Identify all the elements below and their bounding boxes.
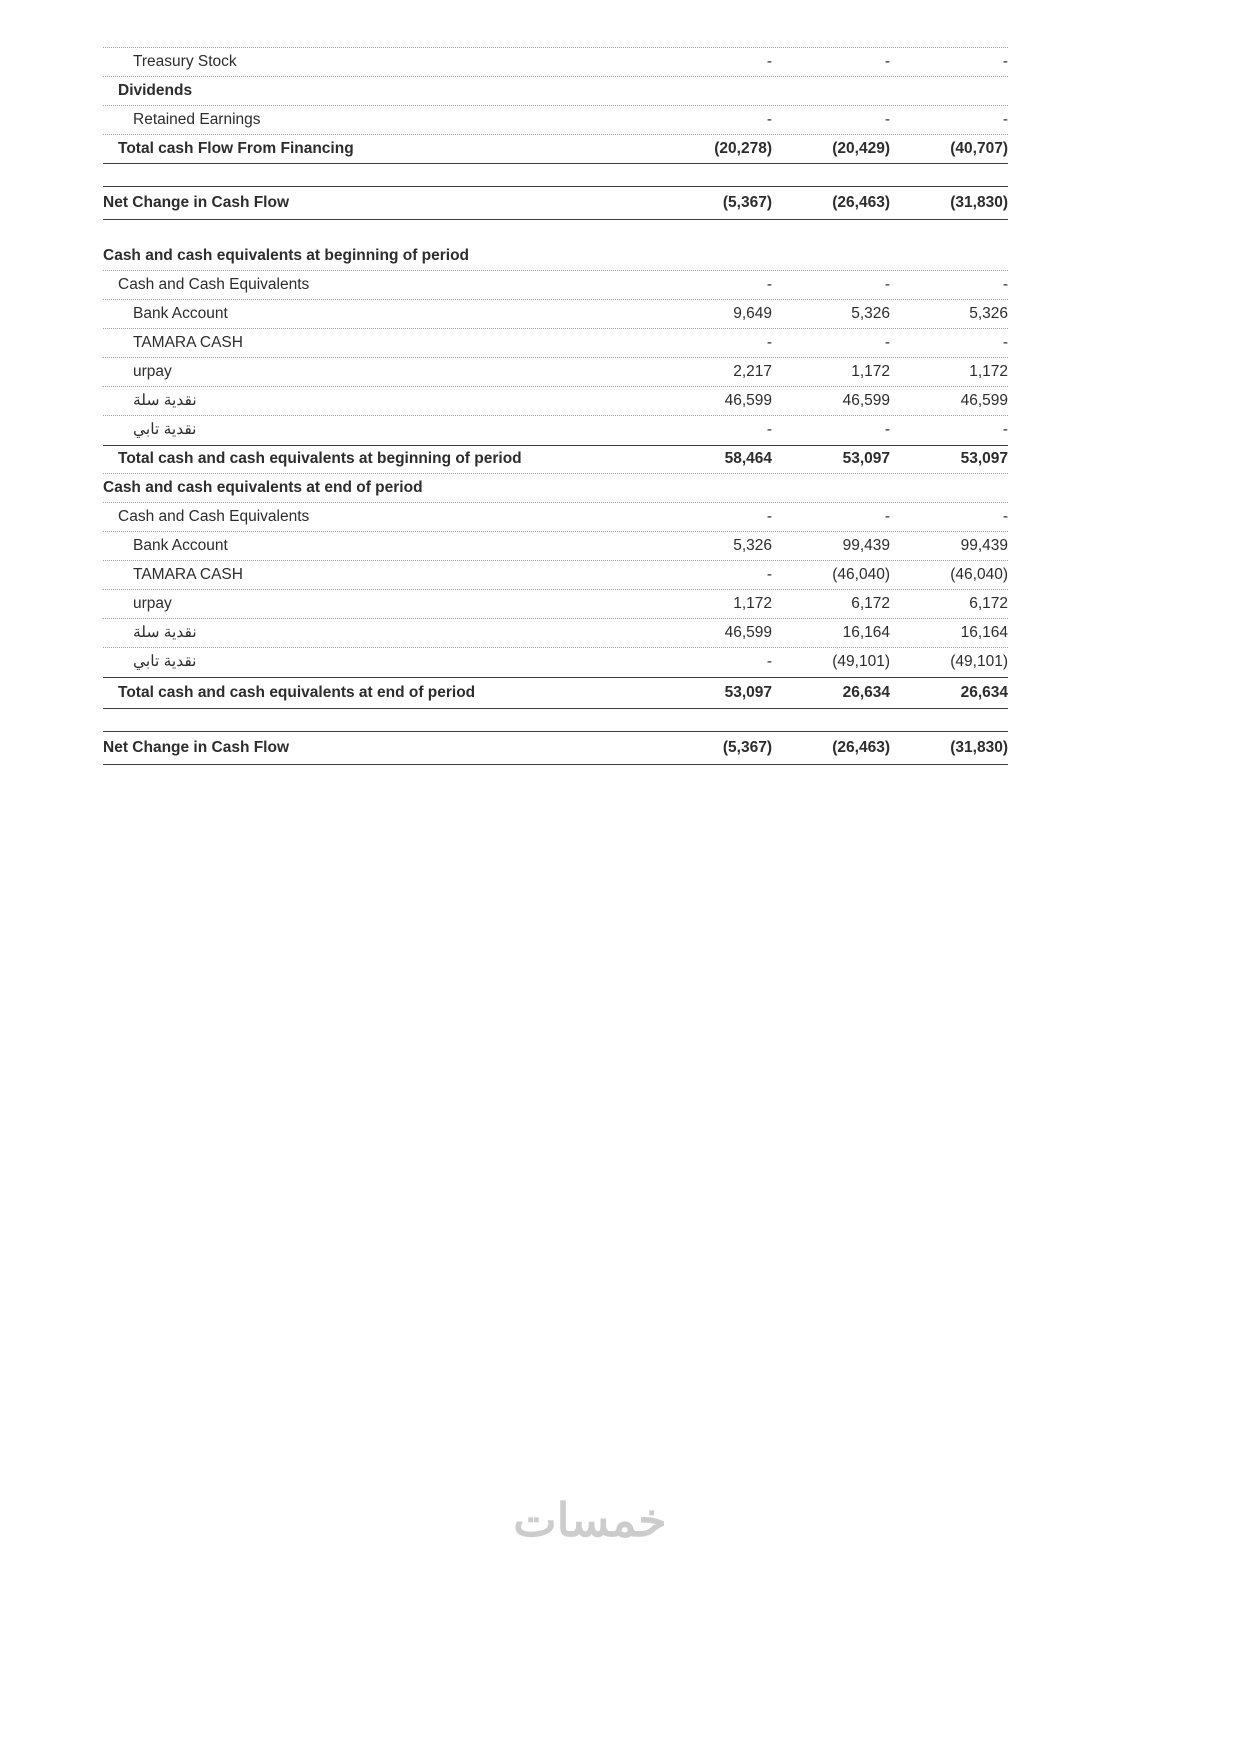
row-value: 53,097 [842, 450, 890, 468]
row-label: نقدية سلة [133, 391, 197, 409]
row-value: - [766, 110, 772, 128]
row-value: (20,278) [714, 139, 772, 157]
row-value: 46,599 [724, 391, 772, 409]
table-row [103, 387, 1008, 416]
row-value: 6,172 [969, 594, 1008, 612]
row-value: 58,464 [724, 450, 772, 468]
table-row [103, 48, 1008, 77]
row-label: TAMARA CASH [133, 333, 243, 351]
row-value: 5,326 [851, 304, 890, 322]
row-value: - [884, 110, 890, 128]
row-value: 5,326 [733, 536, 772, 554]
row-value: (5,367) [722, 193, 772, 211]
table-row [103, 619, 1008, 648]
table-row [103, 532, 1008, 561]
table-row [103, 590, 1008, 619]
table-row [103, 474, 1008, 503]
table-row [103, 648, 1008, 677]
table-row [103, 731, 1008, 765]
row-value: 9,649 [733, 304, 772, 322]
row-value: - [884, 333, 890, 351]
table-row [103, 242, 1008, 271]
row-value: 5,326 [969, 304, 1008, 322]
row-label: Cash and cash equivalents at end of period [103, 478, 423, 496]
row-value: 16,164 [842, 623, 890, 641]
table-row [103, 329, 1008, 358]
row-value: 26,634 [960, 683, 1008, 701]
row-value: 53,097 [960, 450, 1008, 468]
row-value: - [766, 333, 772, 351]
row-value: 2,217 [733, 362, 772, 380]
row-value: - [884, 507, 890, 525]
row-value: - [766, 52, 772, 70]
row-label: Cash and Cash Equivalents [118, 275, 310, 293]
table-row [103, 186, 1008, 220]
table-row [103, 135, 1008, 164]
row-value: - [1002, 421, 1008, 439]
table-row [103, 445, 1008, 474]
row-value: (49,101) [950, 653, 1008, 671]
row-value: - [1002, 333, 1008, 351]
table-row [103, 106, 1008, 135]
row-value: (31,830) [950, 193, 1008, 211]
row-value: 16,164 [960, 623, 1008, 641]
row-label: Treasury Stock [133, 52, 237, 70]
row-label: urpay [133, 594, 172, 612]
row-value: - [884, 275, 890, 293]
row-value: 6,172 [851, 594, 890, 612]
row-label: Bank Account [133, 304, 228, 322]
row-value: - [766, 275, 772, 293]
row-label: TAMARA CASH [133, 565, 243, 583]
row-label: Net Change in Cash Flow [103, 738, 290, 756]
table-row [103, 300, 1008, 329]
row-value: - [884, 421, 890, 439]
row-label: Total cash Flow From Financing [118, 139, 354, 157]
table-row [103, 77, 1008, 106]
row-label: Net Change in Cash Flow [103, 193, 290, 211]
table-row [103, 677, 1008, 709]
row-label: نقدية تابي [133, 421, 197, 439]
row-value: (40,707) [950, 139, 1008, 157]
row-value: (5,367) [722, 738, 772, 756]
table-row [103, 416, 1008, 445]
row-label: Total cash and cash equivalents at end of period [118, 683, 476, 701]
row-value: - [1002, 52, 1008, 70]
table-row [103, 561, 1008, 590]
row-label: Retained Earnings [133, 110, 261, 128]
row-value: (26,463) [832, 193, 890, 211]
row-value: 99,439 [842, 536, 890, 554]
row-value: - [766, 565, 772, 583]
row-value: 46,599 [842, 391, 890, 409]
row-label: Dividends [118, 81, 193, 99]
row-value: (46,040) [832, 565, 890, 583]
row-value: - [766, 507, 772, 525]
row-value: 53,097 [724, 683, 772, 701]
row-label: Bank Account [133, 536, 228, 554]
row-label: Cash and Cash Equivalents [118, 507, 310, 525]
table-row [103, 358, 1008, 387]
row-value: - [1002, 275, 1008, 293]
row-value: (26,463) [832, 738, 890, 756]
row-value: - [766, 421, 772, 439]
row-label: نقدية تابي [133, 653, 197, 671]
row-label: urpay [133, 362, 172, 380]
row-value: (31,830) [950, 738, 1008, 756]
row-label: نقدية سلة [133, 623, 197, 641]
row-value: 1,172 [733, 594, 772, 612]
row-value: - [766, 653, 772, 671]
row-value: (46,040) [950, 565, 1008, 583]
row-label: Cash and cash equivalents at beginning of period [103, 246, 470, 264]
row-value: 46,599 [724, 623, 772, 641]
row-value: (49,101) [832, 653, 890, 671]
table-row [103, 503, 1008, 532]
table-row [103, 271, 1008, 300]
row-value: 26,634 [842, 683, 890, 701]
row-value: (20,429) [832, 139, 890, 157]
row-value: 46,599 [960, 391, 1008, 409]
row-value: 1,172 [969, 362, 1008, 380]
row-value: 1,172 [851, 362, 890, 380]
row-label: Total cash and cash equivalents at beginning of period [118, 450, 522, 468]
row-value: - [884, 52, 890, 70]
watermark-logo: خمسات [513, 1494, 667, 1546]
row-value: - [1002, 110, 1008, 128]
row-value: - [1002, 507, 1008, 525]
report-table [103, 47, 1008, 765]
row-value: 99,439 [960, 536, 1008, 554]
